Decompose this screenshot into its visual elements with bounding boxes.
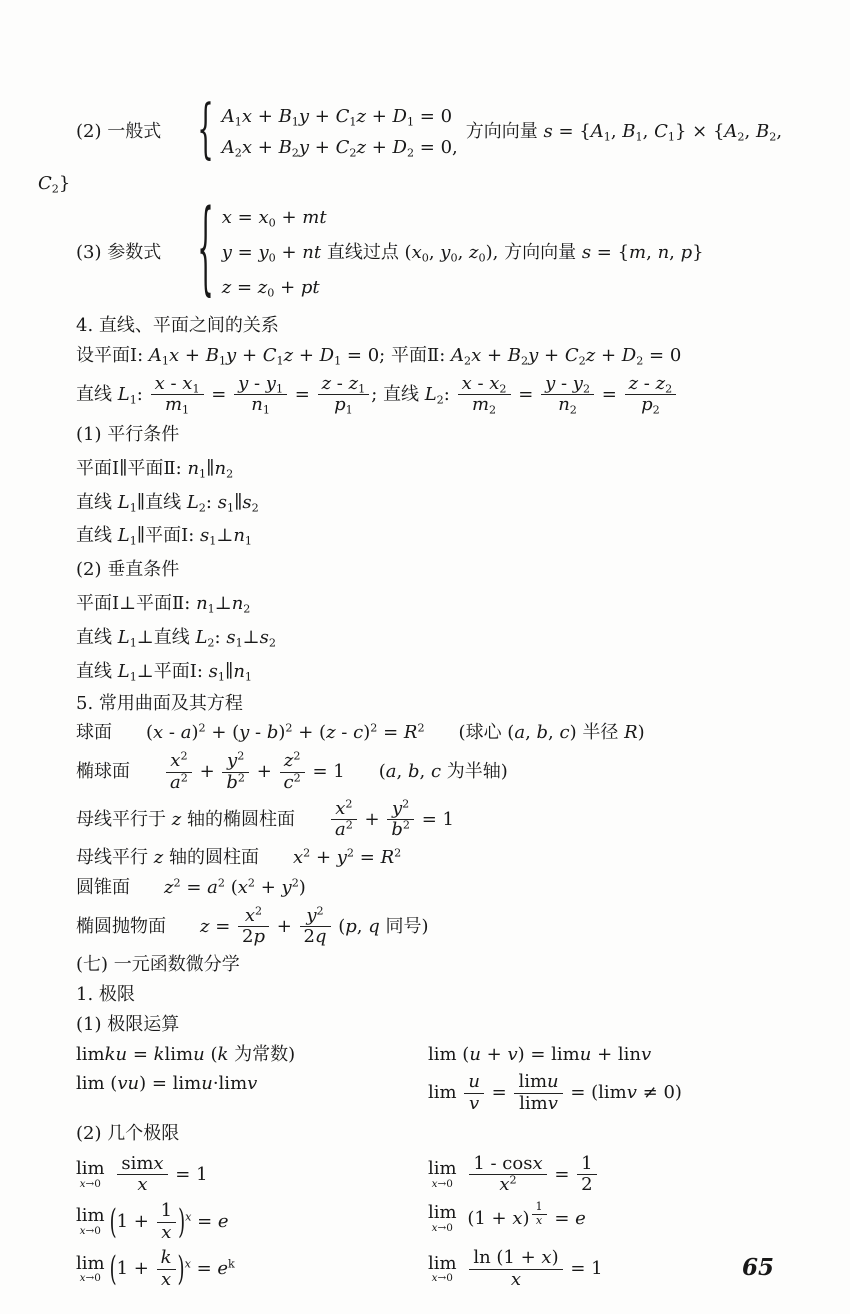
common-limits-row-3 [76, 1248, 812, 1290]
formula-planes-one-two: 设平面Ⅰ: $A_1x + B_1y + C_1z + D_1 = 0$; 平面Ⅱ: $A_2x + B_2y + C_2z + D_2 = 0$ [76, 344, 682, 368]
equation-line: $z = z_0$ + pt [221, 277, 320, 300]
heading-section-4-line-plane-relations: 4. 直线、平面之间的关系 [76, 314, 279, 336]
system-trailing-text: 方向向量 $s = \{A_1$, $B_1$, $C_1\} \times \{A_2$, $B_2$, [465, 121, 783, 144]
condition-perpendicular-lines: 直线 $L_1\perp$直线 $L_2$: $s_1\perp s_2$ [76, 626, 276, 650]
formula-right-column: lim $\frac{u}{v}$ = $\frac{\lim u}{\lim v}$ = (limv ≠ 0) [428, 1071, 682, 1115]
formula-left-column: lim (vu) = limu·limv [76, 1073, 258, 1095]
formula-ellipsoid: 椭球面 $\frac{x^2}{a^2}$ + $\frac{y^2}{b^2}$ + $\frac{z^2}{c^2}$ = 1 (a, b, c 为半轴) [76, 749, 508, 793]
system-label: (3) 参数式 [76, 242, 162, 264]
equation-line: $A_1x + B_1y + C_1z + D_1 = 0$ [221, 106, 453, 129]
heading-section-7-differential-calculus: (七) 一元函数微分学 [76, 954, 240, 976]
big-paren: ( [109, 1250, 117, 1290]
common-limits-row-1 [76, 1154, 812, 1196]
system-brace: { [197, 92, 214, 168]
page-number: 65 [741, 1254, 774, 1281]
heading-perpendicular-conditions: (2) 垂直条件 [76, 559, 180, 581]
heading-limit-operations: (1) 极限运算 [76, 1013, 180, 1035]
formula-lines-l1-l2: 直线 $L_1$: $\frac{x - x_1}{m_1}$ = $\frac{y - y_1}{n_1}$ = $\frac{z - z_1}{p_1}$ ; 直线 $L_2$: $\frac{x - x_2}{m_2}$ = $\frac{y - y_2}{n_2}$ = $\frac{z - z_2}{p_2}$ [76, 374, 812, 416]
equation-line: $y = y_0$ + nt 直线过点 ($x_0$, $y_0$, $z_0$), 方向向量 s = {m, n, p} [221, 242, 704, 265]
equation-line: $x = x_0$ + mt [221, 207, 327, 230]
heading-section-5-common-surfaces: 5. 常用曲面及其方程 [76, 692, 243, 714]
formula-elliptic-paraboloid: 椭圆抛物面 z = $\frac{x^2}{2p}$ + $\frac{y^2}{2q}$ (p, q 同号) [76, 904, 429, 948]
formula-left-column: limku = klimu (k 为常数) [76, 1043, 296, 1065]
limit-operations-row-1 [76, 1043, 812, 1068]
formula-cone: 圆锥面 $z^2 = a^2$ $(x^2 + y^2)$ [76, 876, 306, 898]
common-limits-row-2 [76, 1201, 812, 1243]
formula-left-column: lim x→0 (1 + $\frac{1}{x}$ )$^x$ = e [76, 1201, 428, 1243]
formula-general-form-continuation: $C_2$} [38, 172, 71, 195]
heading-parallel-conditions: (1) 平行条件 [76, 424, 180, 445]
formula-line-parametric-form [76, 191, 812, 309]
condition-parallel-planes: 平面Ⅰ∥平面Ⅱ: $n_1\parallel n_2$ [76, 457, 234, 481]
big-paren: ) [178, 1202, 186, 1242]
limit-operations-row-2 [76, 1072, 812, 1114]
condition-parallel-line-plane: 直线 $L_1\parallel$平面Ⅰ: $s_1\perp n_1$ [76, 525, 253, 548]
formula-right-column: lim x→0 $\frac{1 - \cos x}{x^2}$ = $\frac{1}{2}$ [428, 1154, 812, 1196]
big-paren: ) [177, 1250, 185, 1290]
system-label: (2) 一般式 [76, 121, 162, 143]
equation-line: $A_2x + B_2y + C_2z + D_2 = 0$, [221, 136, 458, 160]
formula-right-column: lim x→0 $\frac{\ln (1 + x)}{x}$ = 1 [428, 1247, 603, 1291]
formula-right-column: lim (u + v) = limu + linv [428, 1043, 652, 1065]
formula-line-general-form [76, 92, 812, 168]
formula-left-column: lim x→0 (1 + $\frac{k}{x}$ )$^x = e^k$ [76, 1248, 428, 1290]
big-paren: ( [109, 1202, 117, 1242]
condition-perpendicular-planes: 平面Ⅰ⊥平面Ⅱ: $n_1\perp n_2$ [76, 593, 251, 616]
formula-right-column: lim x→0 (1 + x) $^{\frac{1}{x}}$ = e [428, 1199, 586, 1234]
formula-elliptic-cylinder: 母线平行于 z 轴的椭圆柱面 $\frac{x^2}{a^2}$ + $\frac{y^2}{b^2}$ = 1 [76, 796, 454, 841]
system-brace: { [197, 191, 214, 309]
formula-circular-cylinder: 母线平行 z 轴的圆柱面 $x^2 + y^2 = R^2$ [76, 846, 402, 869]
heading-limits: 1. 极限 [76, 983, 135, 1005]
heading-common-limits: (2) 几个极限 [76, 1122, 180, 1144]
formula-sphere: 球面 $(x - a)^2 + (y - b)^2 + (z - c)^2 = R^2$ (球心 (a, b, c) 半径 R) [76, 721, 645, 744]
condition-perpendicular-line-plane: 直线 $L_1\perp$平面Ⅰ: $s_1\parallel n_1$ [76, 660, 253, 684]
condition-parallel-lines: 直线 $L_1\parallel$直线 $L_2$: $s_1\parallel s_2$ [76, 491, 259, 514]
formula-left-column: lim x→0 $\frac{\text{simx}}{x}$ = 1 [76, 1152, 208, 1196]
